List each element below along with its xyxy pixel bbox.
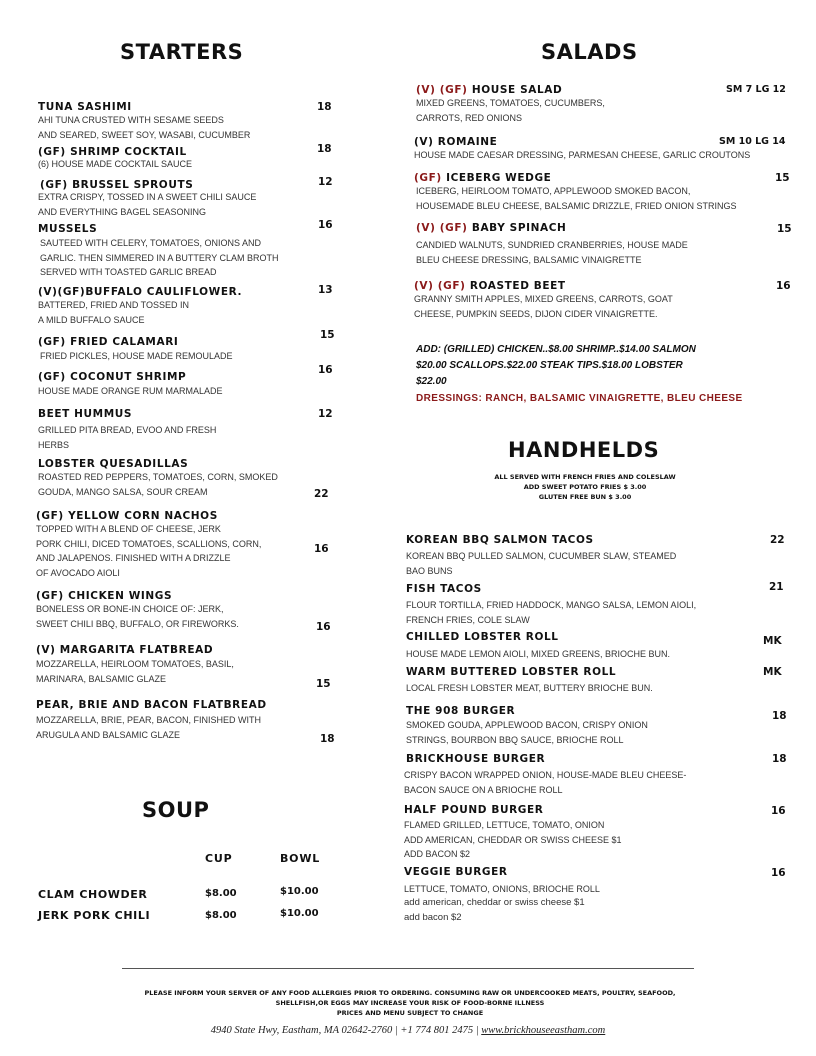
handheld-item-name: HALF POUND BURGER (404, 804, 544, 816)
menu-item-description: FRIED PICKLES, HOUSE MADE REMOULADE (40, 351, 233, 361)
handheld-item-name: BRICKHOUSE BURGER (406, 753, 546, 765)
salad-item-name: (V) (GF) BABY SPINACH (416, 222, 567, 234)
handheld-item-price: 16 (771, 867, 786, 879)
menu-item-description: SAUTEED WITH CELERY, TOMATOES, ONIONS AND GARLIC. THEN SIMMERED IN A BUTTERY CLAM BROTH SERVED WITH TOASTED GARLIC BREAD (40, 238, 279, 277)
soup-cup-price: $8.00 (205, 910, 237, 921)
salad-item-description: HOUSE MADE CAESAR DRESSING, PARMESAN CHEESE, GARLIC CROUTONS (414, 150, 751, 160)
soup-bowl-price: $10.00 (280, 908, 319, 919)
handheld-item-price: 16 (771, 805, 786, 817)
menu-item-price: 13 (318, 284, 333, 296)
handheld-item-description: LETTUCE, TOMATO, ONIONS, BRIOCHE ROLL (404, 884, 600, 894)
menu-item-price: 12 (318, 176, 333, 188)
handheld-item-description: KOREAN BBQ PULLED SALMON, CUCUMBER SLAW, STEAMED BAO BUNS (406, 551, 677, 576)
starters-title: STARTERS (120, 40, 244, 64)
menu-item-name: (GF) CHICKEN WINGS (36, 590, 173, 602)
menu-item-description: GRILLED PITA BREAD, EVOO AND FRESH HERBS (38, 425, 217, 450)
menu-item-name: MUSSELS (38, 223, 98, 235)
soup-item-name: CLAM CHOWDER (38, 888, 148, 901)
handheld-item-description: SMOKED GOUDA, APPLEWOOD BACON, CRISPY ONION STRINGS, BOURBON BBQ SAUCE, BRIOCHE ROLL (406, 720, 648, 745)
salad-item-name: (V) ROMAINE (414, 136, 498, 148)
handheld-item-name: WARM BUTTERED LOBSTER ROLL (406, 666, 617, 678)
menu-item-name: (GF) SHRIMP COCKTAIL (38, 146, 187, 158)
menu-item-price: 16 (314, 543, 329, 555)
handheld-item-name: VEGGIE BURGER (404, 866, 508, 878)
menu-item-description: TOPPED WITH A BLEND OF CHEESE, JERK PORK CHILI, DICED TOMATOES, SCALLIONS, CORN, AND JALAPENOS. FINISHED WITH A DRIZZLE OF AVOCADO AIOLI (36, 524, 262, 578)
salad-dressings: DRESSINGS: RANCH, BALSAMIC VINAIGRETTE, BLEU CHEESE (416, 393, 743, 404)
menu-item-name: (V)(GF)BUFFALO CAULIFLOWER. (38, 286, 243, 298)
soup-title: SOUP (142, 798, 210, 822)
handheld-item-price: 18 (772, 710, 787, 722)
website-link[interactable]: www.brickhouseeastham.com (481, 1025, 606, 1036)
salad-item-name: (GF) ICEBERG WEDGE (414, 172, 552, 184)
salad-item-description: CANDIED WALNUTS, SUNDRIED CRANBERRIES, HOUSE MADE BLEU CHEESE DRESSING, BALSAMIC VINAIGRETTE (416, 240, 688, 265)
menu-item-description: AHI TUNA CRUSTED WITH SESAME SEEDS AND SEARED, SWEET SOY, WASABI, CUCUMBER (38, 115, 251, 140)
soup-item-name: JERK PORK CHILI (38, 909, 151, 922)
handheld-item-description: FLAMED GRILLED, LETTUCE, TOMATO, ONION ADD AMERICAN, CHEDDAR OR SWISS CHEESE $1 ADD BACON $2 (404, 820, 622, 859)
address-text: 4940 State Hwy, Eastham, MA 02642-2760 | +1 774 801 2475 | (210, 1025, 482, 1036)
handheld-item-name: KOREAN BBQ SALMON TACOS (406, 534, 594, 546)
salad-item-name: (V) (GF) HOUSE SALAD (416, 84, 563, 96)
handheld-item-name: CHILLED LOBSTER ROLL (406, 631, 559, 643)
handheld-item-price: MK (763, 635, 782, 647)
handheld-item-description: CRISPY BACON WRAPPED ONION, HOUSE-MADE BLEU CHEESE- BACON SAUCE ON A BRIOCHE ROLL (404, 770, 687, 795)
menu-item-price: 18 (317, 101, 332, 113)
salad-item-price: 15 (775, 172, 790, 184)
menu-item-description: BATTERED, FRIED AND TOSSED IN A MILD BUFFALO SAUCE (38, 300, 190, 325)
menu-item-description: (6) HOUSE MADE COCKTAIL SAUCE (38, 159, 193, 169)
menu-item-description: HOUSE MADE ORANGE RUM MARMALADE (38, 386, 223, 396)
menu-item-price: 16 (316, 621, 331, 633)
handheld-item-price: 18 (772, 753, 787, 765)
salad-item-description: MIXED GREENS, TOMATOES, CUCUMBERS, CARROTS, RED ONIONS (416, 98, 605, 123)
menu-item-name: (GF) YELLOW CORN NACHOS (36, 510, 218, 522)
menu-item-name: TUNA SASHIMI (38, 101, 132, 113)
handhelds-note: ALL SERVED WITH FRENCH FRIES AND COLESLAW ADD SWEET POTATO FRIES $ 3.00 GLUTEN FREE BUN $ 3.00 (494, 473, 676, 501)
handheld-item-description: FLOUR TORTILLA, FRIED HADDOCK, MANGO SALSA, LEMON AIOLI, FRENCH FRIES, COLE SLAW (406, 600, 697, 625)
salads-title: SALADS (541, 40, 638, 64)
handheld-item-description: HOUSE MADE LEMON AIOLI, MIXED GREENS, BRIOCHE BUN. (406, 649, 671, 659)
menu-item-name: LOBSTER QUESADILLAS (38, 458, 189, 470)
menu-item-description: MOZZARELLA, BRIE, PEAR, BACON, FINISHED WITH ARUGULA AND BALSAMIC GLAZE (36, 715, 262, 740)
menu-item-price: 18 (320, 733, 335, 745)
footer-divider (122, 968, 694, 969)
menu-item-name: (GF) FRIED CALAMARI (38, 336, 179, 348)
menu-item-name: (V) MARGARITA FLATBREAD (36, 644, 214, 656)
salad-item-price: 16 (776, 280, 791, 292)
handheld-item-extra: add american, cheddar or swiss cheese $1 add bacon $2 (404, 897, 585, 923)
handheld-item-price: 21 (769, 581, 784, 593)
handheld-item-price: MK (763, 666, 782, 678)
allergy-notice: PLEASE INFORM YOUR SERVER OF ANY FOOD ALLERGIES PRIOR TO ORDERING. CONSUMING RAW OR UNDERCOOKED MEATS, POULTRY, SEAFOOD, SHELLFISH,OR EGGS MAY INCREASE YOUR RISK OF FOOD-BORNE ILLNESS PRICES AND MENU SUBJECT TO CHANGE (144, 989, 676, 1017)
salad-item-description: ICEBERG, HEIRLOOM TOMATO, APPLEWOOD SMOKED BACON, HOUSEMADE BLEU CHEESE, BALSAMIC DRIZZLE, FRIED ONION STRINGS (416, 186, 737, 211)
address-line (100, 1025, 716, 1036)
salad-addons: ADD: (GRILLED) CHICKEN..$8.00 SHRIMP..$14.00 SALMON $20.00 SCALLOPS.$22.00 STEAK TIPS.$18.00 LOBSTER $22.00 (416, 344, 696, 387)
menu-item-price: 16 (318, 219, 333, 231)
salad-item-description: GRANNY SMITH APPLES, MIXED GREENS, CARROTS, GOAT CHEESE, PUMPKIN SEEDS, DIJON CIDER VINAIGRETTE. (414, 294, 673, 319)
menu-item-price: 15 (320, 329, 335, 341)
menu-item-description: MOZZARELLA, HEIRLOOM TOMATOES, BASIL, MARINARA, BALSAMIC GLAZE (36, 659, 234, 684)
menu-item-price: 16 (318, 364, 333, 376)
soup-cup-header: CUP (205, 852, 233, 865)
salad-item-price: SM 10 LG 14 (719, 136, 786, 147)
menu-item-price: 18 (317, 143, 332, 155)
handheld-item-price: 22 (770, 534, 785, 546)
soup-cup-price: $8.00 (205, 888, 237, 899)
handheld-item-description: LOCAL FRESH LOBSTER MEAT, BUTTERY BRIOCHE BUN. (406, 683, 653, 693)
salad-item-price: SM 7 LG 12 (726, 84, 786, 95)
salad-item-name: (V) (GF) ROASTED BEET (414, 280, 566, 292)
salad-item-price: 15 (777, 223, 792, 235)
menu-item-name: BEET HUMMUS (38, 408, 133, 420)
menu-item-description: BONELESS OR BONE-IN CHOICE OF: JERK, SWEET CHILI BBQ, BUFFALO, OR FIREWORKS. (36, 604, 239, 629)
menu-item-price: 15 (316, 678, 331, 690)
handhelds-title: HANDHELDS (508, 438, 660, 462)
soup-bowl-price: $10.00 (280, 886, 319, 897)
menu-item-name: (GF) BRUSSEL SPROUTS (40, 179, 194, 191)
menu-item-name: PEAR, BRIE AND BACON FLATBREAD (36, 699, 267, 711)
handheld-item-name: FISH TACOS (406, 583, 482, 595)
menu-item-price: 22 (314, 488, 329, 500)
handheld-item-name: THE 908 BURGER (406, 705, 516, 717)
menu-item-description: EXTRA CRISPY, TOSSED IN A SWEET CHILI SAUCE AND EVERYTHING BAGEL SEASONING (38, 192, 257, 217)
menu-item-price: 12 (318, 408, 333, 420)
soup-bowl-header: BOWL (280, 852, 321, 865)
menu-item-name: (GF) COCONUT SHRIMP (38, 371, 187, 383)
menu-item-description: ROASTED RED PEPPERS, TOMATOES, CORN, SMOKED GOUDA, MANGO SALSA, SOUR CREAM (38, 472, 278, 497)
